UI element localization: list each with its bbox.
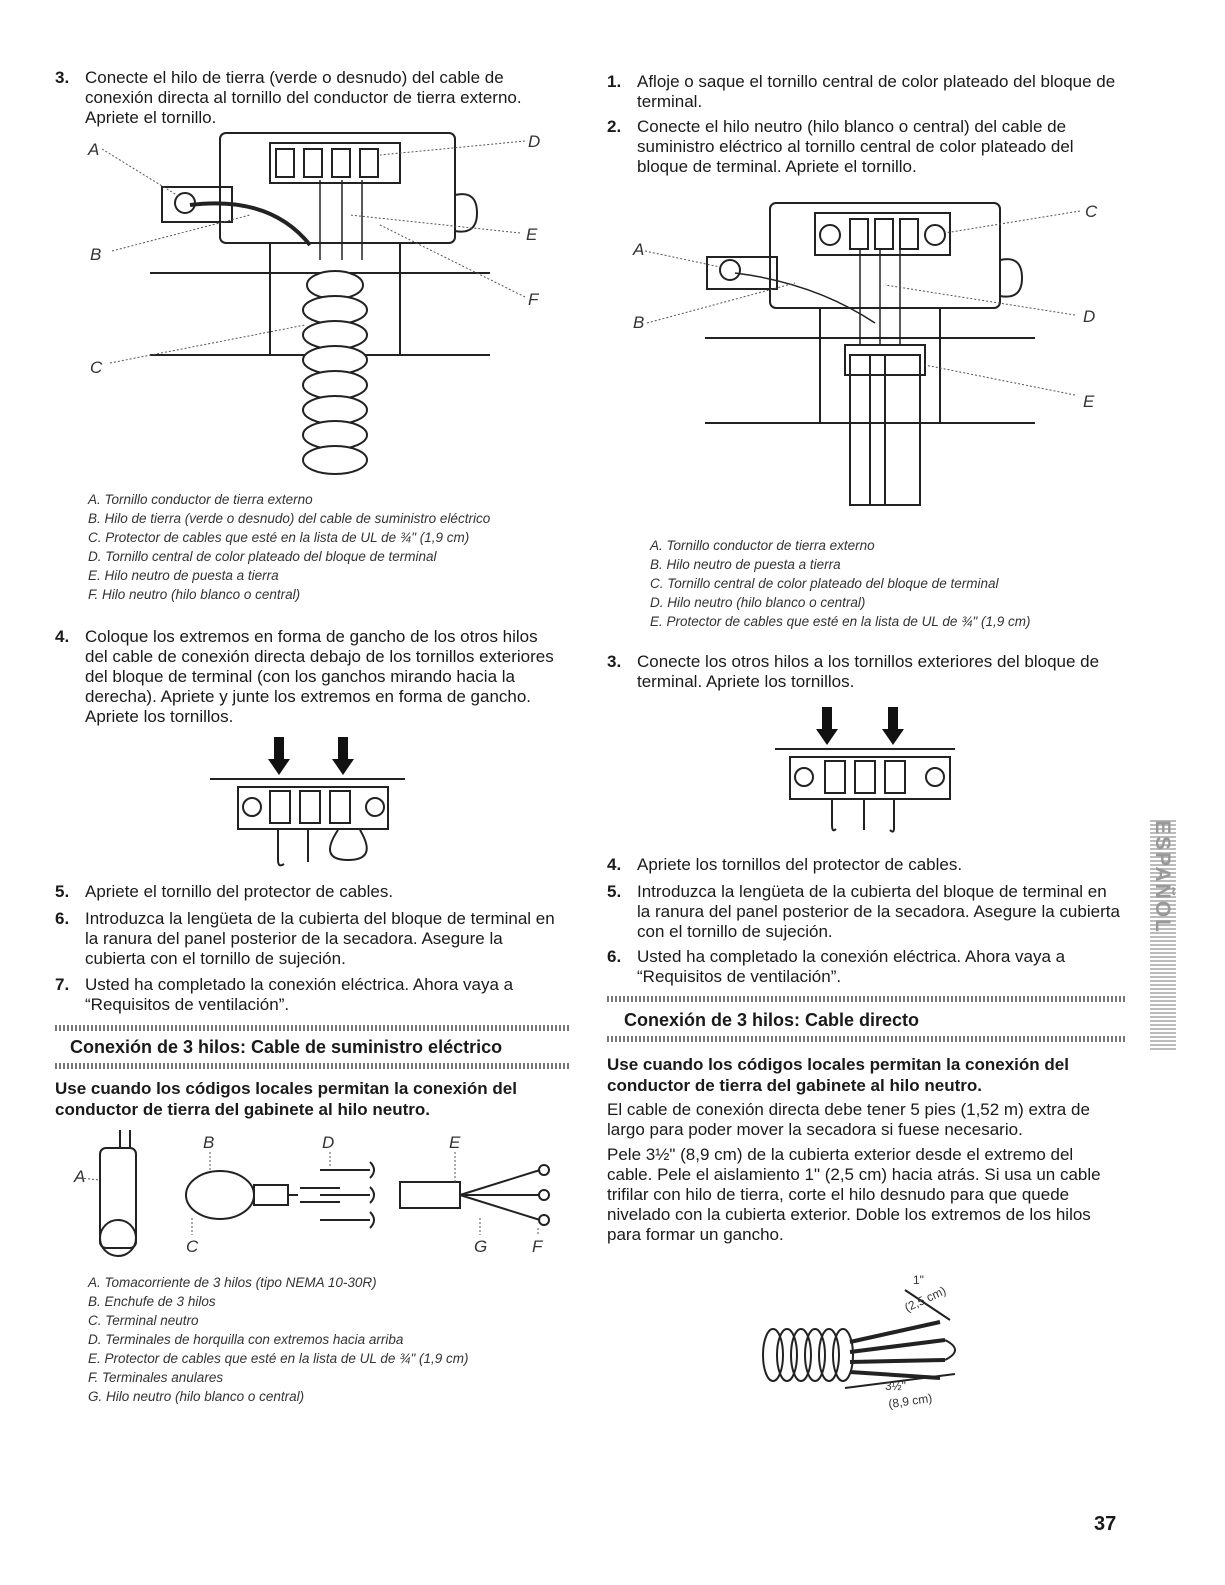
step-text: Coloque los extremos en forma de gancho de los otros hilos del cable de conexión directa debajo de los tornillos exteriores del bloque de terminal (con los ganchos mirando hacia la derecha). Apriete y junte los extremos en forma de gancho. Apriete los tornillos.	[85, 627, 554, 726]
step-text: Afloje o saque el tornillo central de color plateado del bloque de terminal.	[637, 72, 1116, 111]
fig1-label-a: A	[88, 140, 100, 159]
right-step-2	[607, 117, 1122, 177]
fig1-label-c: C	[90, 358, 103, 377]
caption-line: D. Tornillo central de color plateado del bloque de terminal	[88, 549, 437, 564]
step-number: 1.	[607, 72, 622, 91]
fig3-caption	[88, 1273, 469, 1406]
caption-line: G. Hilo neutro (hilo blanco o central)	[88, 1389, 305, 1404]
ground-wire-diagram	[80, 125, 560, 485]
step-number: 3.	[55, 68, 70, 87]
fig3-label-c: C	[186, 1237, 199, 1256]
caption-line: A. Tornillo conductor de tierra externo	[650, 538, 875, 553]
fig4-label-c: C	[1085, 202, 1098, 221]
page-number: 37	[1094, 1513, 1117, 1535]
section-note: Use cuando los códigos locales permitan la conexión del conductor de tierra del gabinete al hilo neutro.	[607, 1055, 1069, 1095]
left-step-7	[55, 975, 565, 1015]
caption-line: A. Tornillo conductor de tierra externo	[88, 492, 313, 507]
fig4-label-b: B	[633, 313, 645, 332]
step-number: 6.	[607, 947, 622, 966]
step-number: 6.	[55, 909, 70, 928]
fig4-caption	[650, 536, 1031, 631]
fig1-caption	[88, 490, 490, 604]
section-divider	[55, 1063, 570, 1069]
fig4-label-e: E	[1083, 392, 1095, 411]
right-step-4	[607, 855, 1122, 875]
language-tab-label: ESPAÑOL	[1151, 820, 1174, 934]
step-number: 4.	[55, 627, 70, 646]
section-note: Use cuando los códigos locales permitan la conexión del conductor de tierra del gabinete al hilo neutro.	[55, 1079, 517, 1119]
caption-line: F. Terminales anulares	[88, 1370, 224, 1385]
stripped-cable-diagram	[755, 1270, 985, 1420]
power-cord-diagram	[60, 1130, 560, 1270]
terminal-block-diagram	[210, 735, 410, 870]
step-number: 7.	[55, 975, 70, 994]
caption-line: C. Terminal neutro	[88, 1313, 199, 1328]
step-text: Conecte el hilo neutro (hilo blanco o central) del cable de suministro eléctrico al tornillo central de color plateado del bloque de terminal. Apriete el tornillo.	[637, 117, 1074, 176]
step-text: Usted ha completado la conexión eléctrica. Ahora vaya a “Requisitos de ventilación”.	[637, 947, 1066, 986]
section-title: Conexión de 3 hilos: Cable de suministro eléctrico	[70, 1037, 503, 1057]
section-divider	[607, 1036, 1127, 1042]
fig3-label-a: A	[74, 1167, 86, 1186]
step-text: Introduzca la lengüeta de la cubierta del bloque de terminal en la ranura del panel posterior de la secadora. Asegure la cubierta con el tornillo de sujeción.	[637, 882, 1120, 941]
step-text: Conecte los otros hilos a los tornillos exteriores del bloque de terminal. Apriete los tornillos.	[637, 652, 1100, 691]
paragraph: El cable de conexión directa debe tener 5 pies (1,52 m) extra de largo para poder mover la secadora si fuese necesario.	[607, 1100, 1090, 1139]
fig4-label-d: D	[1083, 307, 1096, 326]
caption-line: C. Protector de cables que esté en la lista de UL de ¾" (1,9 cm)	[88, 530, 470, 545]
dim-3-5in: 3½"	[885, 1379, 906, 1393]
step-number: 4.	[607, 855, 622, 874]
fig1-label-f: F	[528, 290, 539, 309]
dim-2-5cm: (2,5 cm)	[902, 1283, 949, 1315]
step-number: 2.	[607, 117, 622, 136]
caption-line: E. Protector de cables que esté en la lista de UL de ¾" (1,9 cm)	[650, 614, 1031, 629]
step-text: Introduzca la lengüeta de la cubierta del bloque de terminal en la ranura del panel posterior de la secadora. Asegure la cubierta con el tornillo de sujeción.	[85, 909, 555, 968]
fig3-label-f: F	[532, 1237, 543, 1256]
caption-line: B. Enchufe de 3 hilos	[88, 1294, 216, 1309]
step-text: Conecte el hilo de tierra (verde o desnudo) del cable de conexión directa al tornillo del conductor de tierra externo. Apriete el tornillo.	[85, 68, 522, 127]
fig3-label-d: D	[322, 1133, 335, 1152]
caption-line: F. Hilo neutro (hilo blanco o central)	[88, 587, 301, 602]
caption-line: D. Hilo neutro (hilo blanco o central)	[650, 595, 866, 610]
right-step-1	[607, 72, 1122, 112]
caption-line: E. Protector de cables que esté en la lista de UL de ¾" (1,9 cm)	[88, 1351, 469, 1366]
caption-line: A. Tomacorriente de 3 hilos (tipo NEMA 10-30R)	[88, 1275, 377, 1290]
fig3-label-g: G	[474, 1237, 488, 1256]
dim-8-9cm: (8,9 cm)	[887, 1390, 934, 1411]
neutral-wire-diagram	[625, 195, 1105, 515]
step-text: Apriete los tornillos del protector de cables.	[637, 855, 963, 874]
caption-line: E. Hilo neutro de puesta a tierra	[88, 568, 279, 583]
left-step-6	[55, 909, 565, 969]
right-step-3	[607, 652, 1122, 692]
fig3-label-e: E	[449, 1133, 461, 1152]
section-title: Conexión de 3 hilos: Cable directo	[624, 1010, 920, 1030]
caption-line: B. Hilo de tierra (verde o desnudo) del cable de suministro eléctrico	[88, 511, 491, 526]
dim-1in: 1"	[913, 1273, 924, 1287]
right-step-5	[607, 882, 1122, 942]
fig1-label-e: E	[526, 225, 538, 244]
fig4-label-a: A	[633, 240, 645, 259]
step-number: 5.	[55, 882, 70, 901]
fig1-label-d: D	[528, 132, 541, 151]
step-number: 5.	[607, 882, 622, 901]
left-step-5	[55, 882, 565, 902]
left-step-4	[55, 627, 565, 727]
caption-line: C. Tornillo central de color plateado del bloque de terminal	[650, 576, 999, 591]
terminal-block-diagram-2	[770, 705, 970, 845]
fig3-label-b: B	[203, 1133, 215, 1152]
caption-line: D. Terminales de horquilla con extremos hacia arriba	[88, 1332, 404, 1347]
section-divider	[607, 996, 1127, 1002]
paragraph: Pele 3½" (8,9 cm) de la cubierta exterior desde el extremo del cable. Pele el aislamiento 1" (2,5 cm) hacia atrás. Si usa un cable trifilar con hilo de tierra, corte el hilo desnudo para que quede nivelado con la cubierta exterior. Doble los extremos de los hilos para formar un gancho.	[607, 1145, 1101, 1244]
right-step-6	[607, 947, 1122, 987]
step-text: Apriete el tornillo del protector de cables.	[85, 882, 394, 901]
fig1-label-b: B	[90, 245, 102, 264]
step-text: Usted ha completado la conexión eléctrica. Ahora vaya a “Requisitos de ventilación”.	[85, 975, 514, 1014]
section-divider	[55, 1025, 570, 1031]
left-step-3	[55, 68, 560, 128]
step-number: 3.	[607, 652, 622, 671]
caption-line: B. Hilo neutro de puesta a tierra	[650, 557, 841, 572]
